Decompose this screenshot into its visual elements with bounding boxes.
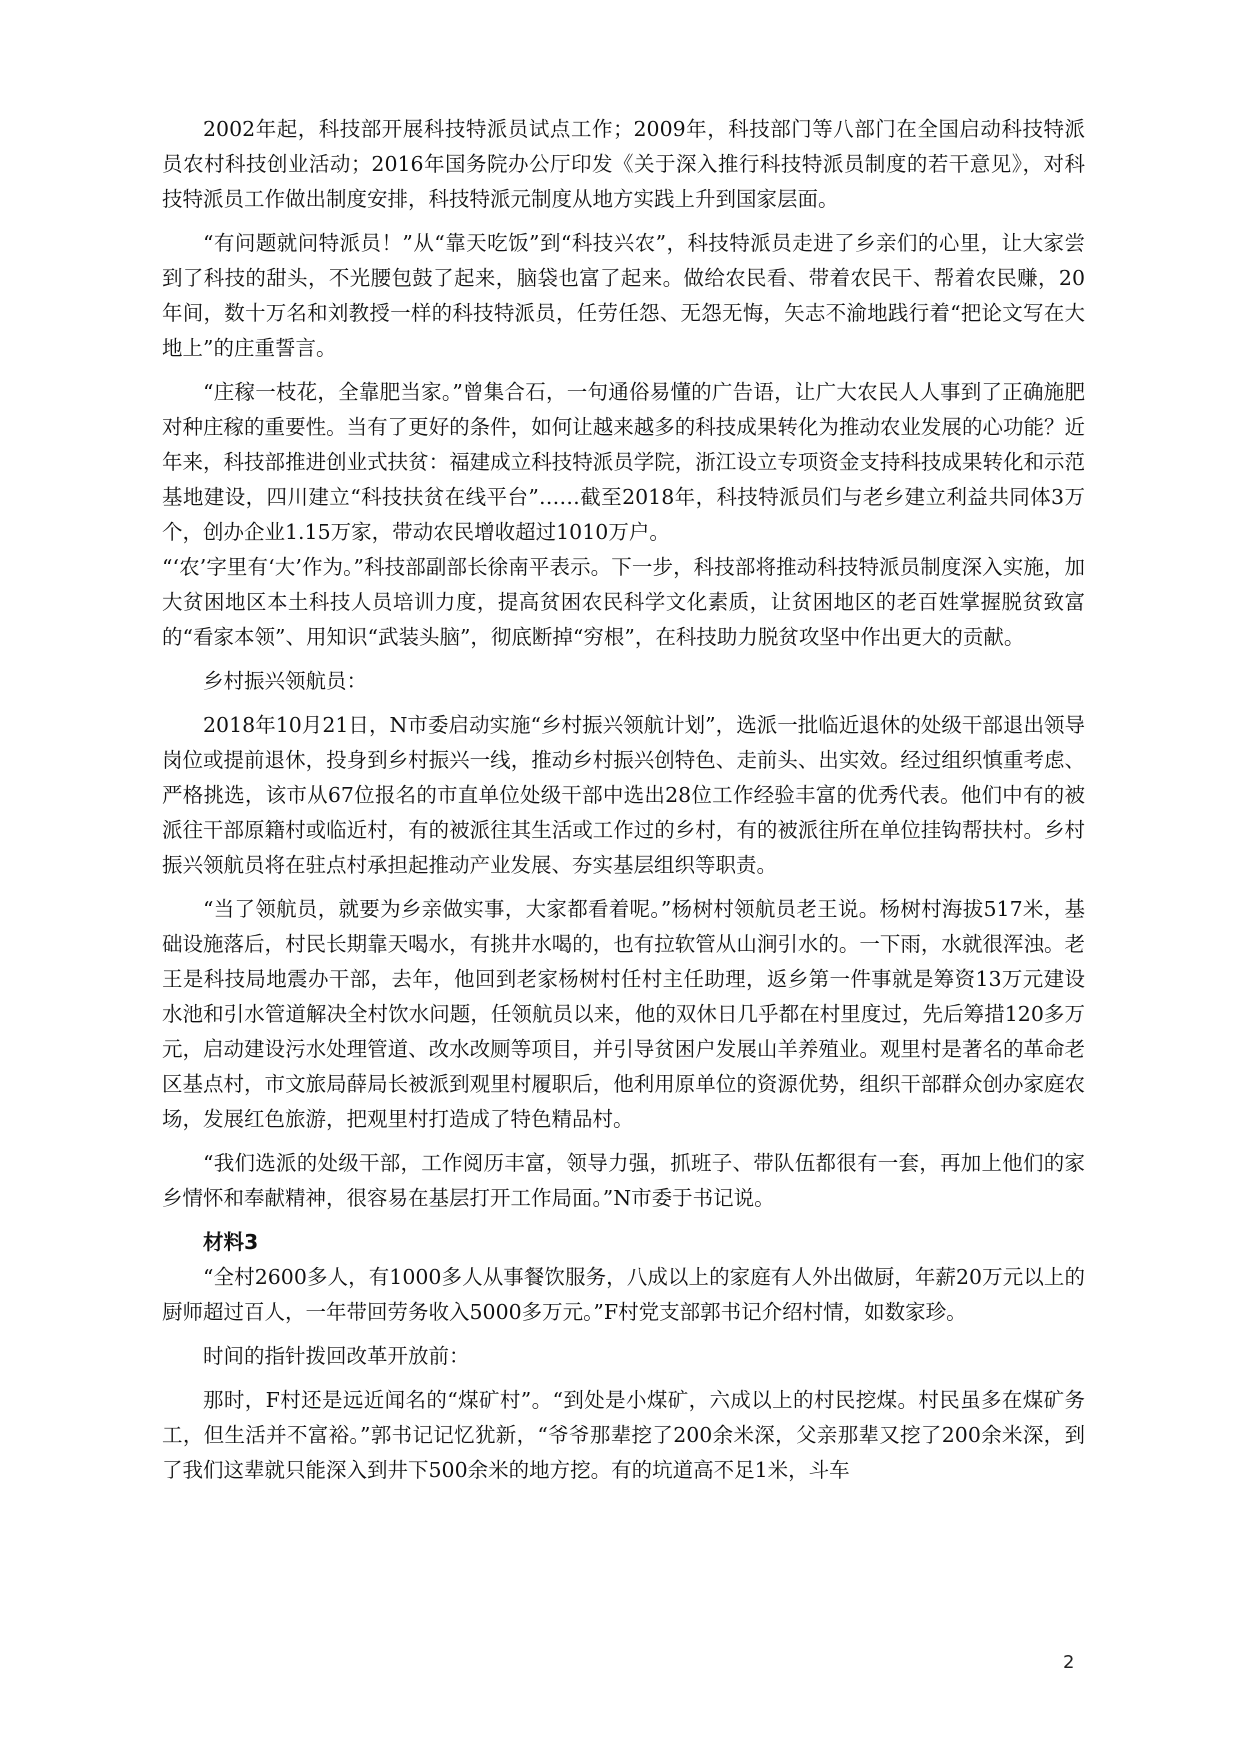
document-body (162, 112, 1085, 1488)
paragraph-8: “我们选派的处级干部，工作阅历丰富，领导力强，抓班子、带队伍都很有一套，再加上他们的家乡情怀和奉献精神，很容易在基层打开工作局面。”N市委于书记说。 (162, 1151, 1085, 1210)
paragraph-7: “当了领航员，就要为乡亲做实事，大家都看着呢。”杨树村领航员老王说。杨树村海拔517米，基础设施落后，村民长期靠天喝水，有挑井水喝的，也有拉软管从山涧引水的。一下雨，水就很浑浊。老王是科技局地震办干部，去年，他回到老家杨树村任村主任助理，返乡第一件事就是筹资13万元建设水池和引水管道解决全村饮水问题，任领航员以来，他的双休日几乎都在村里度过，先后筹措120多万元，启动建设污水处理管道、改水改厕等项目，并引导贫困户发展山羊养殖业。观里村是著名的革命老区基点村，市文旅局薛局长被派到观里村履职后，他利用原单位的资源优势，组织干部群众创办家庭农场，发展红色旅游，把观里村打造成了特色精品村。 (162, 897, 1085, 1131)
paragraph-5-subtitle: 乡村振兴领航员： (203, 669, 367, 693)
paragraph-6: 2018年10月21日，N市委启动实施“乡村振兴领航计划”，选派一批临近退休的处级干部退出领导岗位或提前退休，投身到乡村振兴一线，推动乡村振兴创特色、走前头、出实效。经过组织慎重考虑、严格挑选，该市从67位报名的市直单位处级干部中选出28位工作经验丰富的优秀代表。他们中有的被派往干部原籍村或临近村，有的被派往其生活或工作过的乡村，有的被派往所在单位挂钩帮扶村。乡村振兴领航员将在驻点村承担起推动产业发展、夯实基层组织等职责。 (162, 713, 1085, 877)
paragraph-10: 时间的指针拨回改革开放前： (203, 1344, 470, 1368)
section-heading-material-3: 材料3 (203, 1230, 259, 1254)
paragraph-2: “有问题就问特派员！”从“靠天吃饭”到“科技兴农”，科技特派员走进了乡亲们的心里，让大家尝到了科技的甜头，不光腰包鼓了起来，脑袋也富了起来。做给农民看、带着农民干、帮着农民赚，20年间，数十万名和刘教授一样的科技特派员，任劳任怨、无怨无悔，矢志不渝地践行着“把论文写在大地上”的庄重誓言。 (162, 231, 1085, 360)
paragraph-9: “全村2600多人，有1000多人从事餐饮服务，八成以上的家庭有人外出做厨，年薪20万元以上的厨师超过百人，一年带回劳务收入5000多万元。”F村党支部郭书记介绍村情，如数家珍。 (162, 1265, 1085, 1324)
paragraph-11: 那时，F村还是远近闻名的“煤矿村”。“到处是小煤矿，六成以上的村民挖煤。村民虽多在煤矿务工，但生活并不富裕。”郭书记记忆犹新，“爷爷那辈挖了200余米深，父亲那辈又挖了200余米深，到了我们这辈就只能深入到井下500余米的地方挖。有的坑道高不足1米，斗车 (162, 1388, 1085, 1482)
paragraph-4: “‘农’字里有‘大’作为。”科技部副部长徐南平表示。下一步，科技部将推动科技特派员制度深入实施，加大贫困地区本土科技人员培训力度，提高贫困农民科学文化素质，让贫困地区的老百姓掌握脱贫致富的“看家本领”、用知识“武装头脑”，彻底断掉“穷根”，在科技助力脱贫攻坚中作出更大的贡献。 (162, 555, 1085, 649)
paragraph-1: 2002年起，科技部开展科技特派员试点工作；2009年，科技部门等八部门在全国启动科技特派员农村科技创业活动；2016年国务院办公厅印发《关于深入推行科技特派员制度的若干意见》，对科技特派员工作做出制度安排，科技特派元制度从地方实践上升到国家层面。 (162, 117, 1085, 211)
paragraph-3: “庄稼一枝花，全靠肥当家。”曾集合石，一句通俗易懂的广告语，让广大农民人人事到了正确施肥对种庄稼的重要性。当有了更好的条件，如何让越来越多的科技成果转化为推动农业发展的心功能？近年来，科技部推进创业式扶贫：福建成立科技特派员学院，浙江设立专项资金支持科技成果转化和示范基地建设，四川建立“科技扶贫在线平台”……截至2018年，科技特派员们与老乡建立利益共同体3万个，创办企业1.15万家，带动农民增收超过1010万户。 (162, 380, 1085, 544)
page-number: 2 (1063, 1652, 1075, 1673)
